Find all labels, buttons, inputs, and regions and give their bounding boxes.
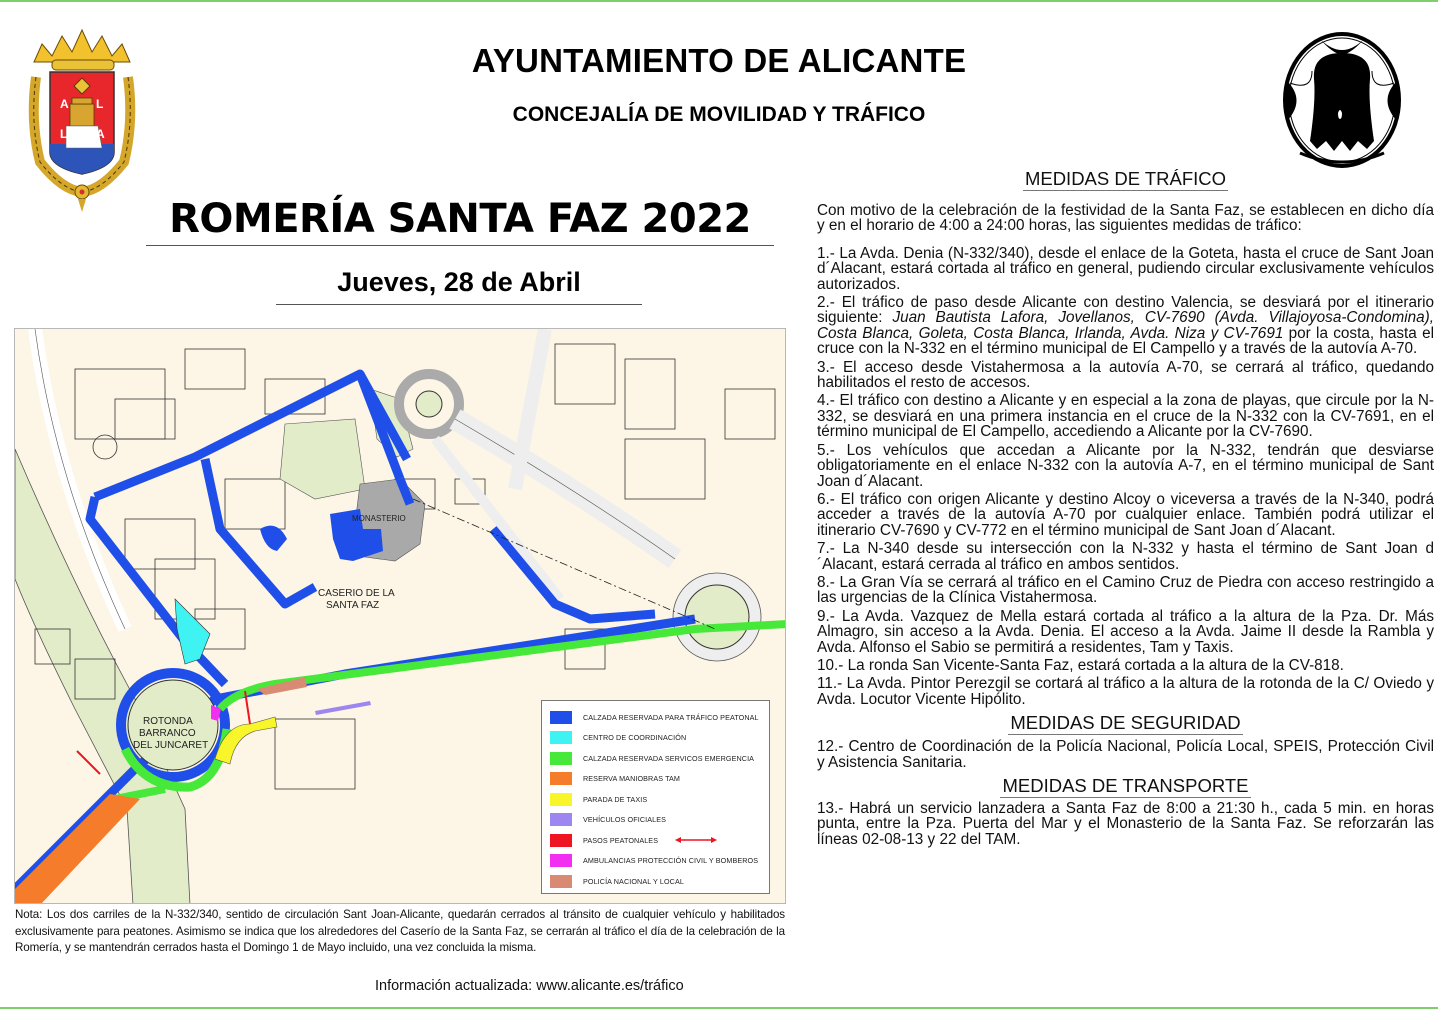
traffic-item-10: 10.- La ronda San Vicente-Santa Faz, estará cortada a la altura de la CV-818.: [817, 656, 1344, 674]
legend-item: [550, 851, 769, 872]
legend-label: POLICÍA NACIONAL Y LOCAL: [583, 876, 684, 886]
legend-item: [550, 830, 769, 851]
legend-item: [550, 789, 769, 810]
rotonda-label-line1: ROTONDA: [143, 716, 193, 727]
rotonda-label-line2: BARRANCO: [139, 728, 196, 739]
legend-item: [550, 871, 769, 892]
legend-item: [550, 748, 769, 769]
title-underline: [146, 245, 774, 246]
legend-swatch: [550, 793, 572, 806]
security-measures-heading: MEDIDAS DE SEGURIDAD: [1010, 712, 1241, 734]
svg-text:A: A: [60, 97, 69, 111]
svg-text:A: A: [96, 127, 105, 141]
legend-item: [550, 810, 769, 831]
legend-swatch: [550, 834, 572, 847]
legend-item: [550, 769, 769, 790]
traffic-item-6: 6.- El tráfico con origen Alicante y destino Alcoy o viceversa a través de la N-340, podrá acceder a través de la autovía A-70 por cualquier enlace. También podrá utilizar el itinerario CV-7690 y CV-772 en el término municipal de Sant Joan d´Alacant.: [817, 490, 1434, 539]
event-title: ROMERÍA SANTA FAZ 2022: [169, 196, 751, 242]
legend-swatch: [550, 854, 572, 867]
transport-measures-heading: MEDIDAS DE TRANSPORTE: [1002, 775, 1249, 796]
legend-swatch: [550, 875, 572, 888]
bottom-border: [0, 1007, 1438, 1009]
legend-swatch: [550, 813, 572, 826]
legend-label: CALZADA RESERVADA SERVICOS EMERGENCIA: [583, 753, 755, 763]
security-item-12: 12.- Centro de Coordinación de la Policía Nacional, Policía Local, SPEIS, Protección Civil y Asistencia Sanitaria.: [817, 738, 1434, 771]
organization-title: AYUNTAMIENTO DE ALICANTE: [471, 42, 967, 79]
legend-label: PARADA DE TAXIS: [583, 794, 648, 804]
legend-label: VEHÍCULOS OFICIALES: [583, 815, 666, 825]
transport-item-13: 13.- Habrá un servicio lanzadera a Santa Faz de 8:00 a 21:30 h., cada 5 min. en horas punta, entre la Pza. Puerta del Mar y el Monasterio de la Santa Faz. Se reforzarán las líneas 02-08-13 y 22 del TAM.: [817, 800, 1434, 848]
traffic-item-7: 7.- La N-340 desde su intersección con la N-332 y hasta el término de Sant Joan d´Alacant, estará cerrada al tráfico en ambos sentidos.: [817, 540, 1434, 573]
department-subtitle: CONCEJALÍA DE MOVILIDAD Y TRÁFICO: [512, 103, 926, 126]
legend-label: CENTRO DE COORDINACIÓN: [583, 733, 687, 743]
svg-text:L: L: [96, 97, 104, 111]
caserio-label-line2: SANTA FAZ: [326, 600, 380, 611]
traffic-item-1: 1.- La Avda. Denia (N-332/340), desde el enlace de la Goteta, hasta el cruce de Sant Joan d´Alacant, estará cortada al tráfico en general, pudiendo circular exclusivamente vehículos autorizados.: [817, 244, 1434, 293]
rotonda-label-line3: DEL JUNCARET: [133, 740, 209, 751]
top-border: [0, 0, 1438, 2]
traffic-item-9: 9.- La Avda. Vazquez de Mella estará cortada al tráfico a la altura de la Pza. Dr. Más Almagro, sin acceso a la Avda. Denia. El acceso a la Avda. Jaime II desde la Rambla y Avda. Alfonso el Sabio se permitirá a residentes, Tam y Taxis.: [817, 607, 1434, 656]
info-website-link[interactable]: Información actualizada: www.alicante.es/tráfico: [375, 978, 684, 994]
monasterio-label: MONASTERIO: [352, 514, 406, 523]
double-arrow-icon: [675, 836, 717, 844]
legend-label: RESERVA MANIOBRAS TAM: [583, 774, 681, 784]
traffic-item-11: 11.- La Avda. Pintor Perezgil se cortará al tráfico a la altura de la rotonda de la C/ Oviedo y Avda. Locutor Vicente Hipólito.: [817, 675, 1434, 708]
legend-swatch: [550, 711, 572, 724]
legend-label: AMBULANCIAS PROTECCIÓN CIVIL Y BOMBEROS: [583, 856, 759, 866]
event-date: Jueves, 28 de Abril: [337, 267, 581, 297]
legend-label: PASOS PEATONALES: [583, 835, 659, 845]
caserio-label-line1: CASERIO DE LA: [318, 588, 395, 599]
traffic-measures-heading: MEDIDAS DE TRÁFICO: [1024, 168, 1227, 189]
traffic-item-3: 3.- El acceso desde Vistahermosa a la autovía A-70, se cerrará al tráfico, quedando habilitados el resto de accesos.: [817, 358, 1434, 392]
traffic-item-5: 5.- Los vehículos que accedan a Alicante por la N-332, tendrán que desviarse obligatoriamente en el enlace N-332 con la autovía A-7, en el término municipal de Sant Joan d´Alacant.: [817, 441, 1434, 490]
legend-item: [550, 728, 769, 749]
svg-text:L: L: [60, 127, 68, 141]
traffic-intro: Con motivo de la celebración de la festividad de la Santa Faz, se establecen en dicho día y en el horario de 4:00 a 24:00 horas, las siguientes medidas de tráfico:: [817, 202, 1434, 235]
legend-swatch: [550, 731, 572, 744]
map-note: Nota: Los dos carriles de la N-332/340, sentido de circulación Sant Joan-Alicante, quedarán cerrados al tránsito de cualquier vehículo y habilitados exclusivamente para peatones. Asimismo se indica que los alrededores del Caserío de la Santa Faz, se cerrarán al tráfico el día de la celebración de la Romería, y se mantendrán cerrados hasta el Domingo 1 de Mayo incluido, una vez concluida la misma.: [15, 908, 785, 954]
legend-item: [550, 707, 769, 728]
traffic-item-2: 2.- El tráfico de paso desde Alicante con destino Valencia, se desviará por el itinerario siguiente: Juan Bautista Lafora, Jovellanos, CV-7690 (Avda. Villajoyosa-Condomina), Costa Blanca, Goleta, Costa Blanca, Irlanda, Avda. Niza y CV-7691 por la costa, hasta el cruce con la N-332 en el término municipal de El Campello y a través de la autovía A-70.: [817, 294, 1434, 358]
date-underline: [276, 304, 642, 305]
legend-swatch: [550, 772, 572, 785]
map-legend: [541, 700, 770, 894]
legend-label: CALZADA RESERVADA PARA TRÁFICO PEATONAL: [583, 712, 759, 722]
traffic-item-8: 8.- La Gran Vía se cerrará al tráfico en el Camino Cruz de Piedra con acceso restringido a las urgencias de la Clínica Vistahermosa.: [817, 573, 1434, 607]
traffic-item-4: 4.- El tráfico con destino a Alicante y en especial a la zona de playas, que circule por la N-332, se desviará en una primera instancia en el cruce de la N-332 con la CV-7691, en el término municipal de El Campello, accediendo a Alicante por la CV-7690.: [817, 392, 1434, 441]
measures-column: [817, 168, 1434, 847]
legend-swatch: [550, 752, 572, 765]
